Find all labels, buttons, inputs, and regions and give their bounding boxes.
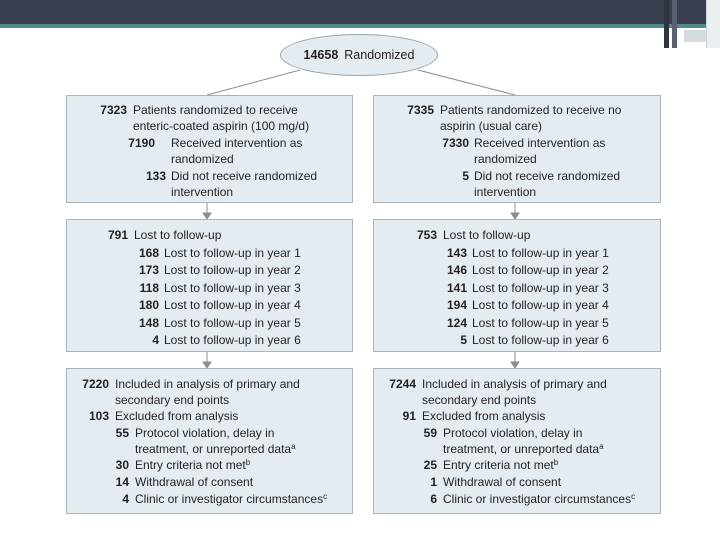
aspirin-allocation-label-line2: enteric-coated aspirin (100 mg/d)	[133, 118, 310, 133]
aspirin-lost-y6-count: 4	[152, 333, 159, 347]
aspirin-clinic-label: Clinic or investigator circumstances$^c$	[135, 492, 328, 506]
aspirin-not-received-line2: intervention	[171, 184, 234, 199]
randomized-oval	[280, 34, 438, 76]
aspirin-lost-y5-label: Lost to follow-up in year 5	[164, 315, 301, 330]
aspirin-lost-y5-count: 148	[138, 315, 159, 330]
usual-care-not-received-line2: intervention	[474, 184, 537, 199]
usual-care-lost-y3-count: 141	[446, 280, 467, 295]
usual-care-allocation-label-line2: aspirin (usual care)	[440, 118, 543, 133]
aspirin-followup-box	[66, 219, 353, 352]
aspirin-protocol-count: 55	[115, 426, 129, 440]
aspirin-lost-y4-count: 180	[138, 298, 159, 312]
aspirin-lost-y1-count: 168	[138, 245, 159, 260]
aspirin-lost-total-label: Lost to follow-up	[134, 228, 222, 242]
usual-care-withdrawal-count: 1	[430, 475, 437, 489]
usual-care-lost-y5-count: 124	[446, 315, 467, 330]
usual-care-protocol-count: 59	[423, 426, 437, 440]
aspirin-lost-y6-label: Lost to follow-up in year 6	[164, 333, 301, 347]
usual-care-lost-y2-count: 146	[446, 263, 467, 277]
aspirin-lost-y4-label: Lost to follow-up in year 4	[164, 298, 301, 312]
aspirin-allocation-box	[66, 95, 353, 203]
aspirin-lost-y3-label: Lost to follow-up in year 3	[164, 280, 301, 295]
usual-care-received-line2: randomized	[474, 151, 537, 166]
usual-care-lost-y1-count: 143	[446, 245, 467, 260]
usual-care-excluded-count: 91	[402, 409, 416, 423]
usual-care-allocation-count: 7335	[407, 103, 434, 117]
randomized-count: 14658	[303, 48, 339, 62]
aspirin-entry-label: Entry criteria not met$^b$	[135, 458, 251, 472]
aspirin-lost-y2-label: Lost to follow-up in year 2	[164, 263, 301, 277]
usual-care-included-line1: Included in analysis of primary and	[422, 377, 607, 391]
aspirin-included-line2: secondary end points	[115, 392, 230, 407]
aspirin-included-line1: Included in analysis of primary and	[115, 377, 300, 391]
aspirin-not-received-line1: Did not receive randomized	[171, 169, 318, 183]
usual-care-lost-total-count: 753	[416, 228, 437, 242]
usual-care-lost-y1-label: Lost to follow-up in year 1	[472, 245, 609, 260]
usual-care-included-line2: secondary end points	[422, 392, 537, 407]
aspirin-excluded-label: Excluded from analysis	[115, 409, 239, 423]
aspirin-included-count: 7220	[82, 377, 109, 391]
usual-care-received-line1: Received intervention as	[474, 136, 606, 150]
aspirin-not-received-count: 133	[145, 169, 166, 183]
aspirin-withdrawal-count: 14	[115, 475, 129, 489]
usual-care-analysis-box	[373, 368, 661, 514]
usual-care-lost-y3-label: Lost to follow-up in year 3	[472, 280, 609, 295]
aspirin-received-count: 7190	[128, 136, 155, 150]
aspirin-lost-total-count: 791	[107, 228, 128, 242]
usual-care-not-received-count: 5	[462, 169, 469, 183]
usual-care-protocol-line1: Protocol violation, delay in	[443, 426, 583, 440]
usual-care-allocation-box	[373, 95, 661, 203]
usual-care-lost-y5-label: Lost to follow-up in year 5	[472, 315, 609, 330]
usual-care-followup-box	[373, 219, 661, 352]
aspirin-allocation-count: 7323	[100, 103, 127, 117]
usual-care-withdrawal-label: Withdrawal of consent	[443, 475, 562, 489]
connector-oval-left	[207, 70, 300, 95]
usual-care-protocol-line2: treatment, or unreported data$^a$	[443, 441, 604, 456]
usual-care-allocation-label-line1: Patients randomized to receive no	[440, 103, 622, 117]
usual-care-entry-label: Entry criteria not met$^b$	[443, 458, 559, 472]
aspirin-received-line2: randomized	[171, 151, 234, 166]
usual-care-lost-y6-count: 5	[460, 333, 467, 347]
aspirin-allocation-label-line1: Patients randomized to receive	[133, 103, 298, 117]
aspirin-clinic-count: 4	[122, 492, 129, 506]
randomized-label: Randomized	[344, 48, 415, 62]
aspirin-protocol-line1: Protocol violation, delay in	[135, 426, 275, 440]
aspirin-lost-y2-count: 173	[138, 263, 159, 277]
usual-care-received-count: 7330	[442, 136, 469, 150]
usual-care-lost-y2-label: Lost to follow-up in year 2	[472, 263, 609, 277]
connector-oval-right	[418, 70, 515, 95]
aspirin-lost-y1-label: Lost to follow-up in year 1	[164, 245, 301, 260]
usual-care-lost-y4-count: 194	[446, 298, 467, 312]
aspirin-withdrawal-label: Withdrawal of consent	[135, 475, 254, 489]
aspirin-received-line1: Received intervention as	[171, 136, 303, 150]
usual-care-excluded-label: Excluded from analysis	[422, 409, 546, 423]
usual-care-lost-total-label: Lost to follow-up	[443, 228, 531, 242]
usual-care-lost-y4-label: Lost to follow-up in year 4	[472, 298, 609, 312]
aspirin-excluded-count: 103	[88, 409, 109, 423]
aspirin-protocol-line2: treatment, or unreported data$^a$	[135, 441, 296, 456]
aspirin-lost-y3-count: 118	[139, 280, 159, 295]
usual-care-lost-y6-label: Lost to follow-up in year 6	[472, 333, 609, 347]
usual-care-included-count: 7244	[389, 377, 416, 391]
aspirin-entry-count: 30	[115, 458, 129, 472]
usual-care-entry-count: 25	[423, 458, 437, 472]
usual-care-not-received-line1: Did not receive randomized	[474, 169, 621, 183]
aspirin-analysis-box	[66, 368, 353, 514]
usual-care-clinic-count: 6	[430, 492, 437, 506]
usual-care-clinic-label: Clinic or investigator circumstances$^c$	[443, 492, 636, 506]
